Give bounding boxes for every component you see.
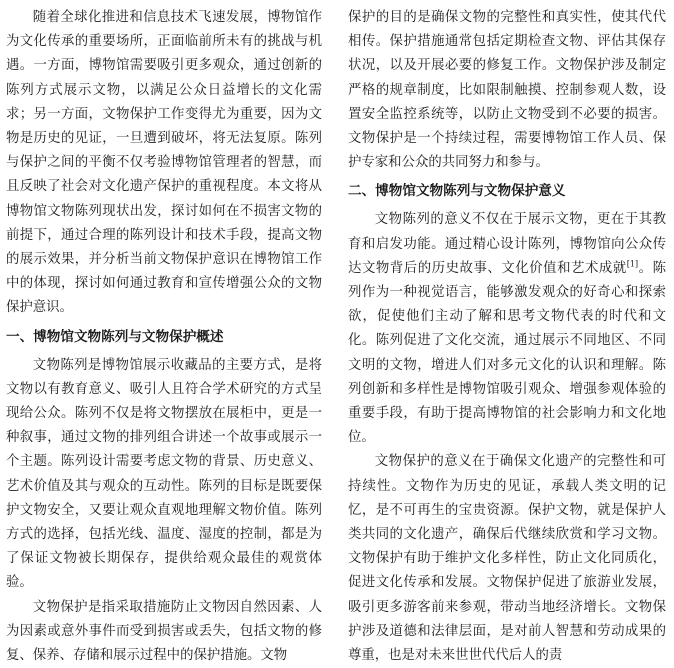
left-column <box>6 6 322 668</box>
citation-ref: [1] <box>626 259 639 269</box>
intro-paragraph: 随着全球化推进和信息技术飞速发展，博物馆作为文化传承的重要场所，正面临前所未有的挑战与机遇。一方面，博物馆需要吸引更多观众，通过创新的陈列方式展示文物，以满足公众日益增长的文化需求；另一方面，文物保护工作变得尤为重要，因为文物是历史的见证，一旦遭到破坏，将无法复原。陈列与保护之间的平衡不仅考验博物馆管理者的智慧，而且反映了社会对文化遗产保护的重视程度。本文将从博物馆文物陈列现状出发，探讨如何在不损害文物的前提下，通过合理的陈列设计和技术手段，提高文物的展示效果，并分析当前文物保护意识在博物馆工作中的体现，探讨如何通过教育和宣传增强公众的文物保护意识。 <box>6 10 322 316</box>
section2-paragraph-1-part-b: 。陈列作为一种视觉语言，能够激发观众的好奇心和探索欲，促使他们主动了解和思考文物代表的时代和文化。陈列促进了文化交流，通过展示不同地区、不同文明的文物，增进人们对多元文化的认识和理解。陈列创新和多样性是博物馆吸引观众、增强参观体验的重要手段，有助于提高博物馆的社会影响力和文化地位。 <box>348 260 667 446</box>
section2-paragraph-1-part-a: 文物陈列的意义不仅在于展示文物，更在于其教育和启发功能。通过精心设计陈列，博物馆向公众传达文物背后的历史故事、文化价值和艺术成就 <box>348 212 666 276</box>
right-column <box>348 6 666 668</box>
section1-paragraph-1: 文物陈列是博物馆展示收藏品的主要方式，是将文物以有教育意义、吸引人且符合学术研究的方式呈现给公众。陈列不仅是将文物摆放在展柜中，更是一种叙事，通过文物的排列组合讲述一个故事或展示一个主题。陈列设计需要考虑文物的背景、历史意义、艺术价值及其与观众的互动性。陈列的目标是既要保护文物安全，又要让观众直观地理解文物价值。陈列方式的选择，包括光线、温度、湿度的控制，都是为了保证文物被长期保存，提供给观众最佳的观赏体验。 <box>6 357 322 591</box>
section2-paragraph-1 <box>348 208 666 450</box>
section-heading-1: 一、博物馆文物陈列与文物保护概述 <box>6 328 224 345</box>
section2-paragraph-2: 文物保护的意义在于确保文化遗产的完整性和可持续性。文物作为历史的见证，承载人类文明的记忆，是不可再生的宝贵资源。保护文物，就是保护人类共同的文化遗产，确保后代继续欣赏和学习文物。文物保护有助于维护文化多样性，防止文化同质化，促进文化传承和发展。文物保护促进了旅游业发展，吸引更多游客前来参观，带动当地经济增长。文物保护涉及道德和法律层面，是对前人智慧和劳动成果的尊重，也是对未来世世代代后人的责 <box>348 454 666 664</box>
section-heading-2: 二、博物馆文物陈列与文物保护意义 <box>348 183 566 200</box>
section1-paragraph-2-start: 文物保护是指采取措施防止文物因自然因素、人为因素或意外事件而受到损害或丢失，包括文物的修复、保养、存储和展示过程中的保护措施。文物 <box>6 599 322 664</box>
section1-paragraph-2-end: 保护的目的是确保文物的完整性和真实性，使其代代相传。保护措施通常包括定期检查文物、评估其保存状况，以及开展必要的修复工作。文物保护涉及制定严格的规章制度，比如限制触摸、控制参观人数，设置安全监控系统等，以防止文物受到不必要的损害。文物保护是一个持续过程，需要博物馆工作人员、保护专家和公众的共同努力和参与。 <box>348 10 666 171</box>
